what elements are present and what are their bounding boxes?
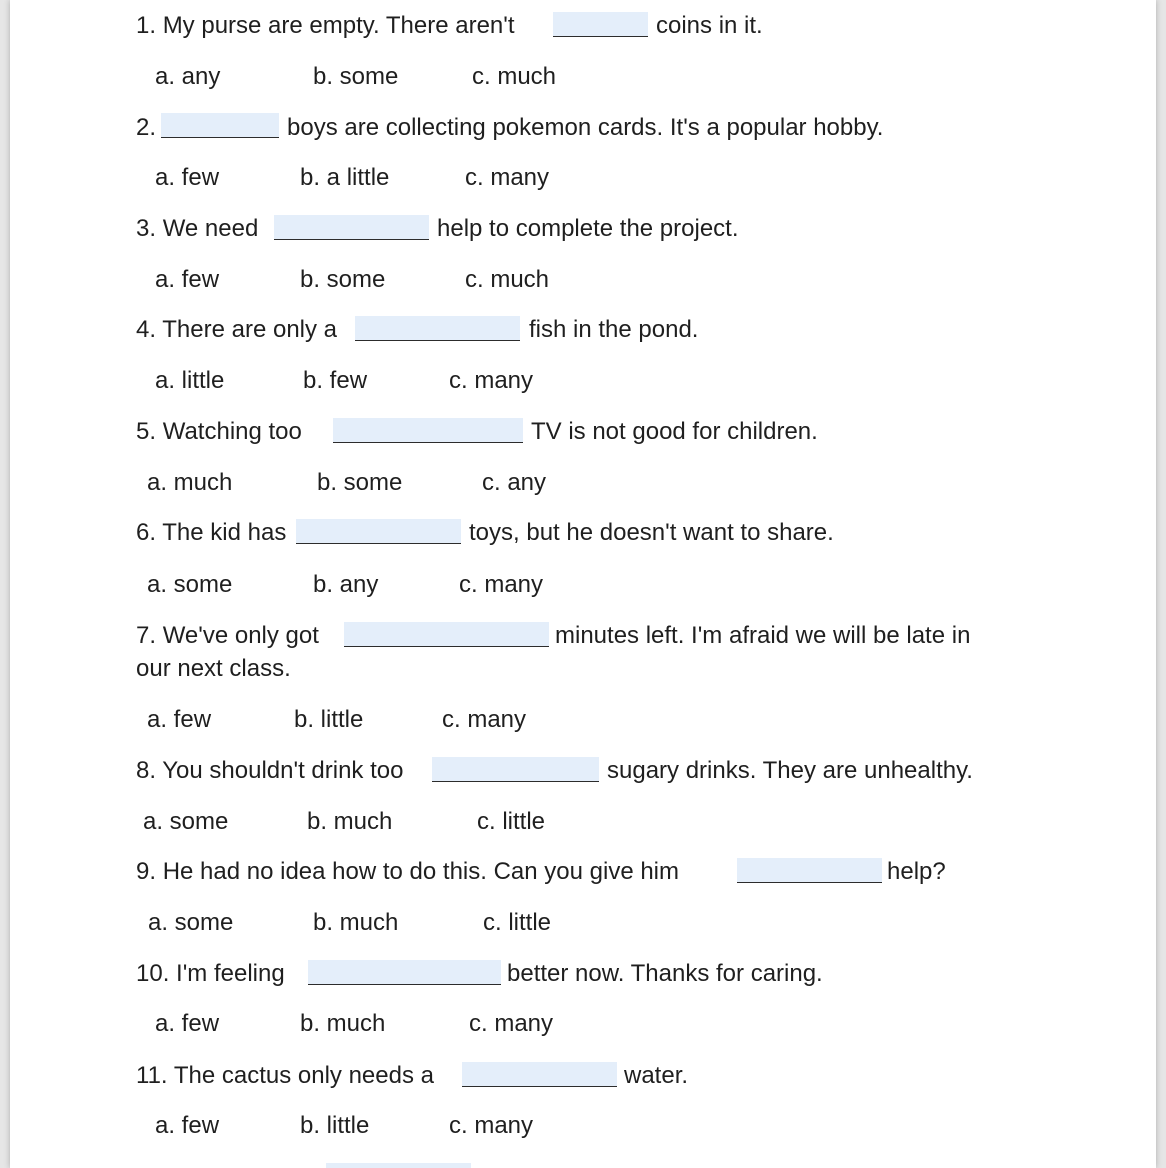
question-6 xyxy=(136,516,286,549)
cut-off-answer-blank xyxy=(326,1163,471,1168)
option-c[interactable]: c. any xyxy=(482,469,547,496)
question-text-before: The cactus only needs a xyxy=(173,1062,434,1089)
answer-blank-8[interactable] xyxy=(432,757,599,782)
option-a[interactable]: a. few xyxy=(155,266,220,293)
question-text-after: coins in it. xyxy=(656,12,763,39)
option-c[interactable]: c. little xyxy=(483,909,552,936)
option-a[interactable]: a. some xyxy=(143,808,229,835)
question-7 xyxy=(136,619,319,652)
question-text-after: water. xyxy=(624,1062,689,1089)
question-text-after: boys are collecting pokemon cards. It's a popular hobby. xyxy=(287,114,884,141)
question-9 xyxy=(136,855,679,888)
option-a[interactable]: a. little xyxy=(155,367,225,394)
question-number: 11. xyxy=(136,1062,168,1089)
option-a[interactable]: a. few xyxy=(155,164,220,191)
answer-blank-1[interactable] xyxy=(553,12,648,37)
worksheet-page xyxy=(10,0,1156,1168)
question-number: 6. xyxy=(136,519,157,546)
question-10 xyxy=(136,957,285,990)
option-c[interactable]: c. many xyxy=(449,367,534,394)
question-text-after: minutes left. I'm afraid we will be late in xyxy=(555,622,971,649)
option-b[interactable]: b. much xyxy=(307,808,393,835)
option-a[interactable]: a. any xyxy=(155,63,221,90)
option-a[interactable]: a. much xyxy=(147,469,233,496)
option-c[interactable]: c. many xyxy=(449,1112,534,1139)
option-b[interactable]: b. some xyxy=(317,469,403,496)
option-b[interactable]: b. much xyxy=(313,909,399,936)
question-number: 7. xyxy=(136,622,157,649)
question-text-before: We need xyxy=(162,215,259,242)
question-text-before: I'm feeling xyxy=(176,960,285,987)
question-text-continuation: our next class. xyxy=(136,655,291,682)
option-a[interactable]: a. few xyxy=(147,706,212,733)
question-text-after: fish in the pond. xyxy=(529,316,699,343)
question-8 xyxy=(136,754,403,787)
option-b[interactable]: b. little xyxy=(300,1112,370,1139)
question-5 xyxy=(136,415,302,448)
question-number: 5. xyxy=(136,418,157,445)
question-text-after: help to complete the project. xyxy=(437,215,739,242)
answer-blank-4[interactable] xyxy=(355,316,520,341)
option-a[interactable]: a. some xyxy=(148,909,234,936)
question-text-before: We've only got xyxy=(162,622,319,649)
question-text-before: My purse are empty. There aren't xyxy=(162,12,515,39)
answer-blank-11[interactable] xyxy=(462,1062,617,1087)
answer-blank-3[interactable] xyxy=(274,215,429,240)
answer-blank-2[interactable] xyxy=(161,113,279,138)
question-text-after: TV is not good for children. xyxy=(531,418,818,445)
question-number: 10. xyxy=(136,960,170,987)
option-c[interactable]: c. many xyxy=(469,1010,554,1037)
question-number: 9. xyxy=(136,858,157,885)
question-3 xyxy=(136,212,258,245)
answer-blank-6[interactable] xyxy=(296,519,461,544)
question-4 xyxy=(136,313,337,346)
option-c[interactable]: c. much xyxy=(472,63,557,90)
option-c[interactable]: c. little xyxy=(477,808,546,835)
answer-blank-10[interactable] xyxy=(308,960,501,985)
question-11 xyxy=(136,1059,434,1092)
question-number: 4. xyxy=(136,316,157,343)
question-text-before: He had no idea how to do this. Can you give him xyxy=(162,858,680,885)
question-text-before: You shouldn't drink too xyxy=(162,757,404,784)
option-c[interactable]: c. many xyxy=(459,571,544,598)
question-number: 2. xyxy=(136,114,157,141)
question-number: 1. xyxy=(136,12,157,39)
question-text-before: There are only a xyxy=(162,316,338,343)
question-number: 8. xyxy=(136,757,157,784)
option-b[interactable]: b. little xyxy=(294,706,364,733)
option-b[interactable]: b. some xyxy=(300,266,386,293)
question-text-before: The kid has xyxy=(162,519,287,546)
question-text-after: toys, but he doesn't want to share. xyxy=(469,519,834,546)
question-text-after: better now. Thanks for caring. xyxy=(507,960,823,987)
option-c[interactable]: c. much xyxy=(465,266,550,293)
question-2 xyxy=(136,111,156,144)
answer-blank-5[interactable] xyxy=(333,418,523,443)
option-a[interactable]: a. some xyxy=(147,571,233,598)
option-b[interactable]: b. some xyxy=(313,63,399,90)
option-a[interactable]: a. few xyxy=(155,1112,220,1139)
option-b[interactable]: b. few xyxy=(303,367,368,394)
option-a[interactable]: a. few xyxy=(155,1010,220,1037)
option-b[interactable]: b. a little xyxy=(300,164,390,191)
question-number: 3. xyxy=(136,215,157,242)
option-b[interactable]: b. any xyxy=(313,571,379,598)
question-text-after: help? xyxy=(887,858,946,885)
answer-blank-7[interactable] xyxy=(344,622,549,647)
question-text-after: sugary drinks. They are unhealthy. xyxy=(607,757,973,784)
option-c[interactable]: c. many xyxy=(465,164,550,191)
option-b[interactable]: b. much xyxy=(300,1010,386,1037)
question-1 xyxy=(136,9,515,42)
option-c[interactable]: c. many xyxy=(442,706,527,733)
answer-blank-9[interactable] xyxy=(737,858,882,883)
question-text-before: Watching too xyxy=(162,418,302,445)
